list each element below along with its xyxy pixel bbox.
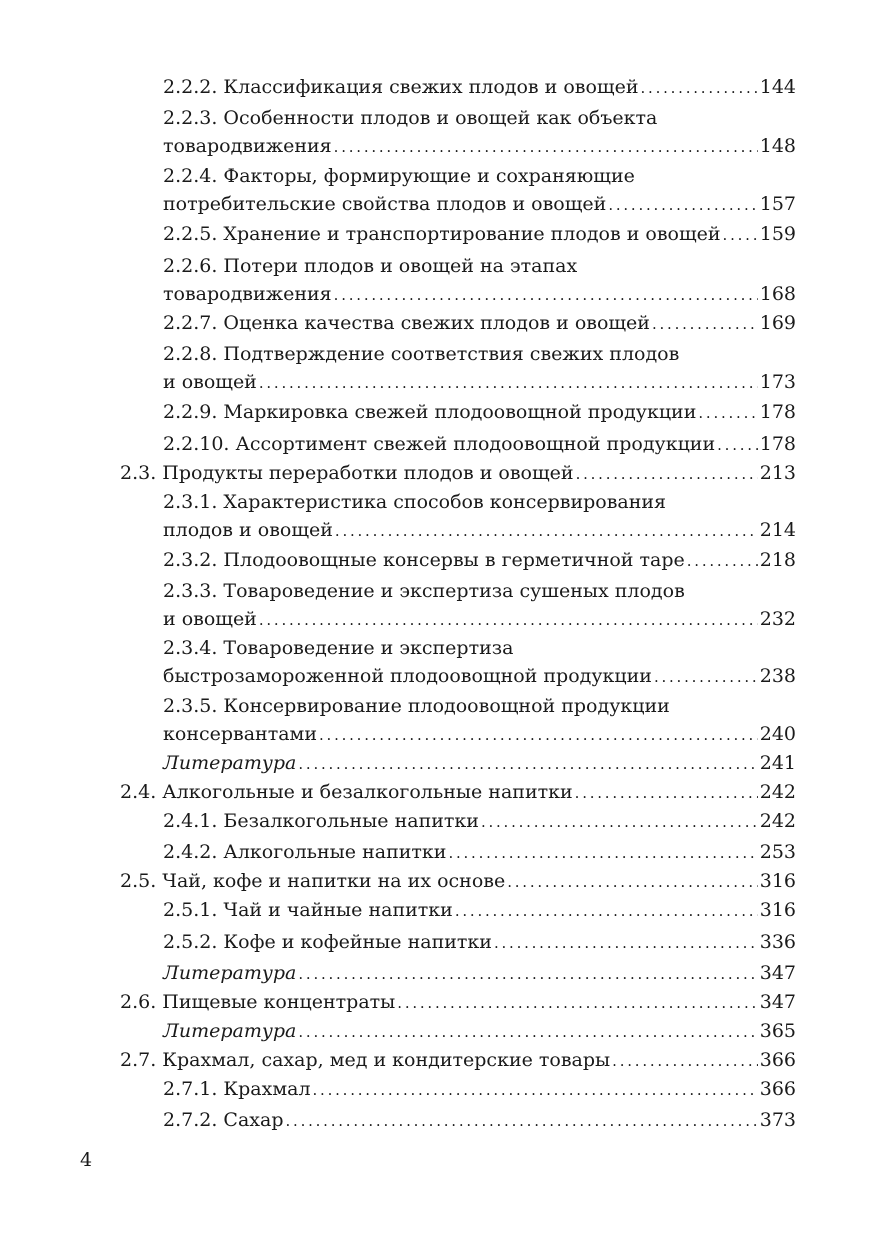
toc-entry[interactable] — [163, 928, 796, 957]
toc-entry-title: плодов и овощей — [163, 519, 333, 541]
toc-entry-page: 214 — [759, 519, 796, 541]
toc-entry-title: и овощей — [163, 371, 257, 393]
toc-entry-title: Литература — [163, 1020, 297, 1042]
toc-entry-title-line1: 2.2.6. Потери плодов и овощей на этапах — [163, 255, 578, 277]
toc-entry-title: 2.3.2. Плодоовощные консервы в герметичной таре — [163, 549, 685, 571]
toc-entry[interactable] — [163, 896, 796, 925]
toc-entry[interactable] — [163, 546, 796, 575]
toc-entry-title-line1: 2.3.5. Консервирование плодоовощной продукции — [163, 695, 670, 717]
toc-leader-dots — [494, 928, 758, 957]
toc-literature[interactable] — [163, 1017, 796, 1046]
toc-entry[interactable] — [163, 220, 796, 249]
toc-entry[interactable] — [163, 430, 796, 459]
toc-entry-page: 240 — [759, 723, 796, 745]
toc-leader-dots — [259, 605, 758, 634]
toc-entry-page: 347 — [759, 962, 796, 984]
toc-leader-dots — [575, 778, 758, 807]
toc-entry-title: 2.2.7. Оценка качества свежих плодов и овощей — [163, 312, 650, 334]
toc-entry-page: 157 — [759, 193, 796, 215]
toc-entry-page: 168 — [759, 283, 796, 305]
toc-leader-dots — [576, 459, 758, 488]
toc-leader-dots — [319, 720, 758, 749]
toc-leader-dots — [717, 430, 758, 459]
toc-entry-title: 2.2.10. Ассортимент свежей плодоовощной продукции — [163, 433, 716, 455]
toc-leader-dots — [612, 1046, 758, 1075]
toc-entry[interactable] — [163, 104, 796, 161]
toc-entry[interactable] — [163, 577, 796, 634]
toc-entry-title-line1: 2.2.8. Подтверждение соответствия свежих плодов — [163, 343, 680, 365]
toc-section[interactable] — [120, 1046, 796, 1075]
toc-entry-title: 2.7. Крахмал, сахар, мед и кондитерские товары — [120, 1049, 611, 1071]
toc-entry-title-line1: 2.3.1. Характеристика способов консервирования — [163, 491, 667, 513]
toc-leader-dots — [334, 280, 758, 309]
toc-entry-page: 242 — [759, 781, 796, 803]
toc-leader-dots — [698, 398, 757, 427]
toc-section[interactable] — [120, 988, 796, 1017]
toc-entry-page: 213 — [759, 462, 796, 484]
toc-entry-title: консервантами — [163, 723, 317, 745]
toc-leader-dots — [641, 73, 758, 102]
toc-entry-page: 148 — [759, 135, 796, 157]
toc-entry-title: 2.7.2. Сахар — [163, 1109, 284, 1131]
toc-section[interactable] — [120, 867, 796, 896]
toc-literature[interactable] — [163, 749, 796, 778]
toc-entry-page: 253 — [759, 841, 796, 863]
toc-entry-title: Литература — [163, 962, 297, 984]
toc-entry[interactable] — [163, 692, 796, 749]
toc-section[interactable] — [120, 459, 796, 488]
toc-entry[interactable] — [163, 807, 796, 836]
toc-leader-dots — [298, 1017, 757, 1046]
toc-literature[interactable] — [163, 959, 796, 988]
toc-entry[interactable] — [163, 252, 796, 309]
toc-entry-title: и овощей — [163, 608, 257, 630]
toc-leader-dots — [259, 368, 758, 397]
toc-section[interactable] — [120, 778, 796, 807]
toc-entry-page: 144 — [759, 76, 796, 98]
toc-entry[interactable] — [163, 162, 796, 219]
toc-entry-title-line1: 2.2.3. Особенности плодов и овощей как объекта — [163, 107, 658, 129]
toc-leader-dots — [313, 1075, 758, 1104]
toc-leader-dots — [448, 838, 757, 867]
toc-entry[interactable] — [163, 838, 796, 867]
toc-entry-title: товародвижения — [163, 283, 332, 305]
toc-entry-page: 316 — [759, 899, 796, 921]
toc-entry-page: 218 — [759, 549, 796, 571]
toc-entry-page: 366 — [759, 1049, 796, 1071]
toc-entry-page: 178 — [759, 401, 796, 423]
toc-entry-page: 232 — [759, 608, 796, 630]
toc-entry-title: 2.2.5. Хранение и транспортирование плодов и овощей — [163, 223, 721, 245]
toc-entry-page: 159 — [759, 223, 796, 245]
toc-entry-page: 173 — [759, 371, 796, 393]
toc-leader-dots — [608, 190, 757, 219]
toc-leader-dots — [481, 807, 758, 836]
toc-entry-page: 373 — [759, 1109, 796, 1131]
toc-entry-page: 241 — [759, 752, 796, 774]
toc-entry-page: 242 — [759, 810, 796, 832]
toc-entry-page: 336 — [759, 931, 796, 953]
toc-leader-dots — [654, 662, 758, 691]
toc-entry[interactable] — [163, 340, 796, 397]
toc-entry[interactable] — [163, 488, 796, 545]
toc-entry[interactable] — [163, 1075, 796, 1104]
toc-entry-title: Литература — [163, 752, 297, 774]
toc-entry-page: 169 — [759, 312, 796, 334]
toc-entry-title: 2.6. Пищевые концентраты — [120, 991, 396, 1013]
toc-leader-dots — [397, 988, 757, 1017]
toc-entry-title: 2.5.1. Чай и чайные напитки — [163, 899, 453, 921]
toc-entry-page: 178 — [759, 433, 796, 455]
toc-entry-title: 2.7.1. Крахмал — [163, 1078, 311, 1100]
toc-entry-title: 2.5. Чай, кофе и напитки на их основе — [120, 870, 506, 892]
toc-leader-dots — [298, 749, 757, 778]
toc-entry-title: 2.4. Алкогольные и безалкогольные напитки — [120, 781, 573, 803]
toc-leader-dots — [298, 959, 757, 988]
toc-entry-title-line1: 2.3.4. Товароведение и экспертиза — [163, 637, 514, 659]
toc-leader-dots — [507, 867, 758, 896]
toc-entry-title: 2.2.2. Классификация свежих плодов и овощей — [163, 76, 639, 98]
toc-entry-page: 347 — [759, 991, 796, 1013]
toc-entry-title: товародвижения — [163, 135, 332, 157]
toc-leader-dots — [652, 309, 758, 338]
page-number: 4 — [80, 1149, 93, 1171]
toc-entry-page: 316 — [759, 870, 796, 892]
toc-entry-title: потребительские свойства плодов и овощей — [163, 193, 607, 215]
toc-entry-title: 2.4.2. Алкогольные напитки — [163, 841, 447, 863]
toc-entry-title: 2.5.2. Кофе и кофейные напитки — [163, 931, 492, 953]
toc-entry[interactable] — [163, 73, 796, 102]
toc-entry[interactable] — [163, 398, 796, 427]
toc-entry-title: 2.3. Продукты переработки плодов и овощей — [120, 462, 574, 484]
toc-leader-dots — [455, 896, 758, 925]
toc-leader-dots — [723, 220, 758, 249]
toc-leader-dots — [687, 546, 758, 575]
toc-leader-dots — [335, 516, 758, 545]
toc-entry-page: 365 — [759, 1020, 796, 1042]
toc-entry-page: 238 — [759, 665, 796, 687]
toc-entry-title-line1: 2.3.3. Товароведение и экспертиза сушеных плодов — [163, 580, 685, 602]
toc-entry-title: 2.4.1. Безалкогольные напитки — [163, 810, 479, 832]
toc-entry-title-line1: 2.2.4. Факторы, формирующие и сохраняющие — [163, 165, 635, 187]
toc-entry[interactable] — [163, 1106, 796, 1135]
toc-entry-title: 2.2.9. Маркировка свежей плодоовощной продукции — [163, 401, 697, 423]
toc-leader-dots — [334, 132, 758, 161]
toc-entry[interactable] — [163, 309, 796, 338]
toc-leader-dots — [286, 1106, 758, 1135]
toc-entry-title: быстрозамороженной плодоовощной продукции — [163, 665, 652, 687]
toc-entry-page: 366 — [759, 1078, 796, 1100]
toc-entry[interactable] — [163, 634, 796, 691]
